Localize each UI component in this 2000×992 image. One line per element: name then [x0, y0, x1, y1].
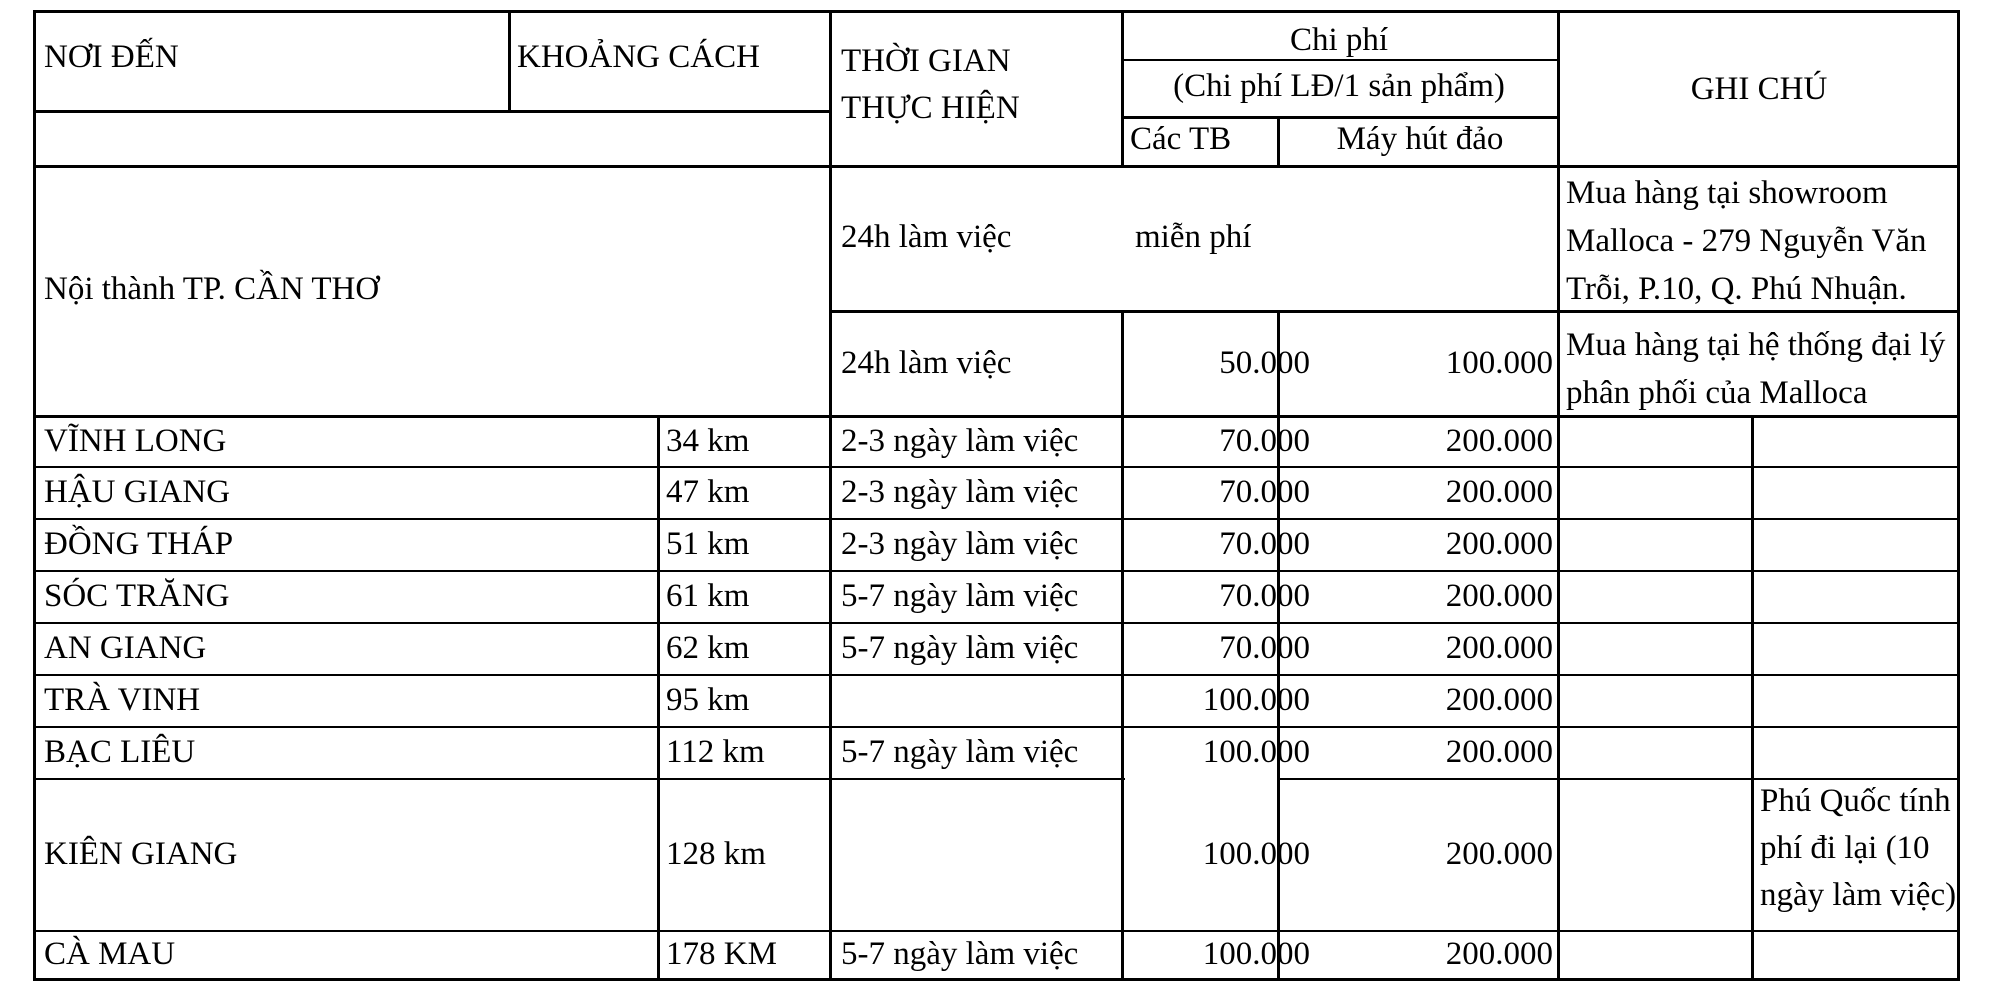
row-cost-devices: 100.000	[1202, 936, 1310, 972]
row-time: 2-3 ngày làm việc	[841, 526, 1079, 562]
header-time-line2: THỰC HIỆN	[841, 90, 1020, 126]
grid-line	[1277, 622, 1960, 624]
row-cost-devices: 70.000	[1219, 474, 1310, 510]
row-cost-vacuum: 200.000	[1445, 423, 1553, 459]
grid-line	[33, 415, 1960, 418]
row-cost-vacuum: 200.000	[1445, 526, 1553, 562]
grid-line	[33, 778, 1125, 780]
city-time-1: 24h làm việc	[841, 219, 1012, 255]
row-distance: 51 km	[666, 526, 750, 562]
grid-line	[1557, 10, 1560, 981]
grid-line	[1277, 518, 1960, 520]
row-destination: TRÀ VINH	[44, 682, 201, 718]
row-cost-devices: 70.000	[1219, 630, 1310, 666]
row-cost-vacuum: 200.000	[1445, 682, 1553, 718]
row-time: 5-7 ngày làm việc	[841, 734, 1079, 770]
header-cost-vacuum: Máy hút đảo	[1336, 121, 1504, 157]
row-cost-devices: 100.000	[1202, 836, 1310, 872]
grid-line	[33, 622, 1125, 624]
grid-line	[1277, 674, 1960, 676]
grid-line	[1751, 415, 1754, 981]
header-time-line1: THỜI GIAN	[841, 43, 1011, 79]
grid-line	[33, 466, 1125, 468]
row-destination: KIÊN GIANG	[44, 836, 238, 872]
row-destination: BẠC LIÊU	[44, 734, 196, 770]
grid-line	[829, 10, 832, 981]
city-cost-vacuum: 100.000	[1445, 345, 1553, 381]
row-note-line: phí đi lại (10	[1760, 830, 1930, 866]
grid-line	[1277, 116, 1280, 168]
header-cost-sub: (Chi phí LĐ/1 sản phẩm)	[1173, 68, 1505, 104]
grid-line	[33, 930, 1125, 932]
grid-line	[1122, 726, 1280, 728]
grid-line	[1122, 622, 1280, 624]
row-cost-vacuum: 200.000	[1445, 474, 1553, 510]
row-note-line: ngày làm việc)	[1760, 877, 1957, 913]
row-cost-vacuum: 200.000	[1445, 734, 1553, 770]
row-destination: CÀ MAU	[44, 936, 176, 972]
row-distance: 128 km	[666, 836, 766, 872]
grid-line	[33, 10, 1960, 13]
grid-line	[1277, 778, 1960, 780]
grid-line	[1277, 726, 1960, 728]
city-note-1-line3: Trỗi, P.10, Q. Phú Nhuận.	[1566, 271, 1907, 307]
city-note-2-line2: phân phối của Malloca	[1566, 375, 1868, 411]
city-cost-devices: 50.000	[1219, 345, 1310, 381]
header-notes: GHI CHÚ	[1690, 71, 1828, 107]
row-time: 5-7 ngày làm việc	[841, 936, 1079, 972]
header-cost: Chi phí	[1289, 22, 1389, 58]
grid-line	[829, 310, 1960, 313]
grid-line	[33, 110, 832, 113]
row-cost-vacuum: 200.000	[1445, 578, 1553, 614]
grid-line	[33, 570, 1125, 572]
row-destination: ĐỒNG THÁP	[44, 526, 234, 562]
grid-line	[33, 726, 1125, 728]
grid-line	[33, 674, 1125, 676]
row-cost-devices: 70.000	[1219, 423, 1310, 459]
row-distance: 47 km	[666, 474, 750, 510]
grid-line	[1277, 466, 1960, 468]
row-distance: 61 km	[666, 578, 750, 614]
row-destination: VĨNH LONG	[44, 423, 227, 459]
row-cost-vacuum: 200.000	[1445, 936, 1553, 972]
grid-line	[508, 10, 511, 113]
city-cost-free: miễn phí	[1135, 219, 1252, 255]
row-cost-vacuum: 200.000	[1445, 836, 1553, 872]
row-cost-devices: 70.000	[1219, 526, 1310, 562]
grid-line	[33, 518, 1125, 520]
row-time: 5-7 ngày làm việc	[841, 630, 1079, 666]
row-distance: 62 km	[666, 630, 750, 666]
grid-line	[33, 10, 36, 981]
grid-line	[1122, 518, 1280, 520]
row-cost-devices: 100.000	[1202, 682, 1310, 718]
city-time-2: 24h làm việc	[841, 345, 1012, 381]
city-note-1-line1: Mua hàng tại showroom	[1566, 175, 1888, 211]
header-destination: NƠI ĐẾN	[44, 39, 179, 75]
row-cost-vacuum: 200.000	[1445, 630, 1553, 666]
city-name: Nội thành TP. CẦN THƠ	[44, 271, 380, 307]
grid-line	[1122, 570, 1280, 572]
row-time: 2-3 ngày làm việc	[841, 423, 1079, 459]
grid-line	[1121, 116, 1560, 119]
grid-line	[1122, 674, 1280, 676]
row-destination: AN GIANG	[44, 630, 207, 666]
row-destination: SÓC TRĂNG	[44, 578, 230, 614]
header-distance: KHOẢNG CÁCH	[517, 39, 760, 75]
row-time: 5-7 ngày làm việc	[841, 578, 1079, 614]
row-distance: 34 km	[666, 423, 750, 459]
grid-line	[33, 165, 1960, 168]
row-distance: 95 km	[666, 682, 750, 718]
grid-line	[1122, 466, 1280, 468]
grid-line	[1277, 930, 1960, 932]
grid-line	[1122, 930, 1280, 932]
row-time: 2-3 ngày làm việc	[841, 474, 1079, 510]
row-distance: 178 KM	[666, 936, 777, 972]
row-cost-devices: 100.000	[1202, 734, 1310, 770]
row-distance: 112 km	[666, 734, 765, 770]
city-note-1-line2: Malloca - 279 Nguyễn Văn	[1566, 223, 1927, 259]
header-cost-devices: Các TB	[1130, 121, 1232, 157]
row-note-line: Phú Quốc tính	[1760, 783, 1951, 819]
grid-line	[1957, 10, 1960, 981]
grid-line	[1277, 570, 1960, 572]
row-cost-devices: 70.000	[1219, 578, 1310, 614]
grid-line	[1121, 59, 1560, 61]
price-table	[33, 10, 1960, 978]
grid-line	[657, 415, 660, 981]
city-note-2-line1: Mua hàng tại hệ thống đại lý	[1566, 327, 1946, 363]
grid-line	[33, 978, 1960, 981]
row-destination: HẬU GIANG	[44, 474, 231, 510]
